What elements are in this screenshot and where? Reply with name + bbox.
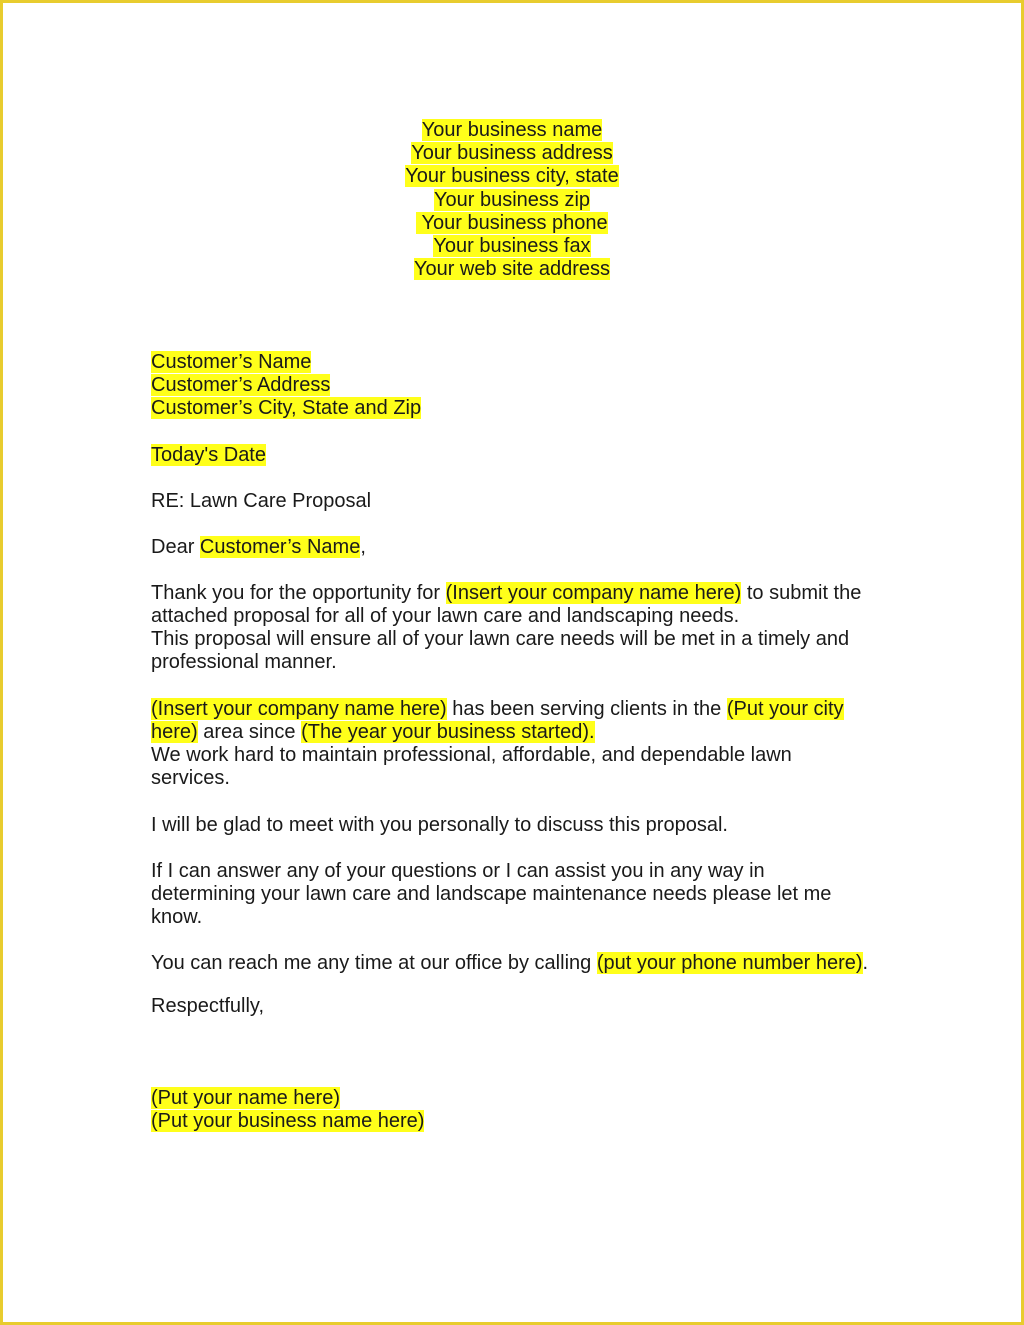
signature-block	[151, 1087, 424, 1133]
subject-line: RE: Lawn Care Proposal	[151, 490, 372, 512]
para1-line4: professional manner.	[151, 651, 337, 673]
company-name-placeholder: (Insert your company name here)	[445, 582, 742, 604]
salutation-suffix: ,	[360, 536, 366, 558]
para2-text: has been serving clients in the	[446, 698, 727, 720]
company-name-placeholder: (Insert your company name here)	[151, 698, 447, 720]
salutation	[151, 536, 366, 559]
business-city-state: Your business city, state	[405, 165, 619, 188]
salutation-prefix: Dear	[151, 536, 200, 558]
customer-city-state-zip: Customer’s City, State and Zip	[151, 397, 422, 419]
recipient-block	[151, 351, 421, 420]
para5-text: You can reach me any time at our office by calling	[151, 952, 597, 974]
paragraph-meeting: I will be glad to meet with you personally to discuss this proposal.	[151, 814, 728, 836]
para5-text-end: .	[862, 952, 869, 974]
paragraph-history	[151, 698, 844, 790]
city-placeholder: (Put your city	[726, 698, 844, 720]
closing: Respectfully,	[151, 995, 265, 1017]
para4-line1: If I can answer any of your questions or I can assist you in any way in	[151, 860, 765, 882]
date-line	[151, 444, 266, 467]
signer-name-placeholder: (Put your name here)	[151, 1087, 340, 1109]
para1-line2: attached proposal for all of your lawn care and landscaping needs.	[151, 605, 740, 627]
business-name: Your business name	[421, 119, 603, 141]
paragraph-contact	[151, 952, 868, 975]
year-started-placeholder: (The year your business started).	[301, 721, 595, 743]
customer-address: Customer’s Address	[151, 374, 331, 396]
todays-date: Today's Date	[151, 444, 266, 466]
para4-line2: determining your lawn care and landscape maintenance needs please let me	[151, 883, 832, 905]
salutation-customer-name: Customer’s Name	[199, 536, 361, 558]
phone-placeholder: (put your phone number here)	[596, 952, 863, 974]
paragraph-questions	[151, 860, 831, 929]
business-fax: Your business fax	[433, 235, 591, 258]
para1-text-end: to submit the	[741, 582, 862, 604]
para1-line3: This proposal will ensure all of your lawn care needs will be met in a timely and	[151, 628, 850, 650]
para2-line4: services.	[151, 767, 230, 789]
para2-line3: We work hard to maintain professional, affordable, and dependable lawn	[151, 744, 792, 766]
business-address: Your business address	[411, 142, 613, 165]
para4-line3: know.	[151, 906, 203, 928]
para1-text: Thank you for the opportunity for	[151, 582, 446, 604]
customer-name: Customer’s Name	[151, 351, 312, 373]
business-website: Your web site address	[413, 258, 611, 281]
para2-text-mid: area since	[197, 721, 302, 743]
letterhead	[0, 119, 1024, 281]
city-placeholder-end: here)	[151, 721, 198, 743]
business-phone: Your business phone	[416, 211, 608, 234]
signer-business-placeholder: (Put your business name here)	[151, 1110, 425, 1132]
business-zip: Your business zip	[433, 188, 591, 211]
paragraph-intro	[151, 582, 861, 674]
